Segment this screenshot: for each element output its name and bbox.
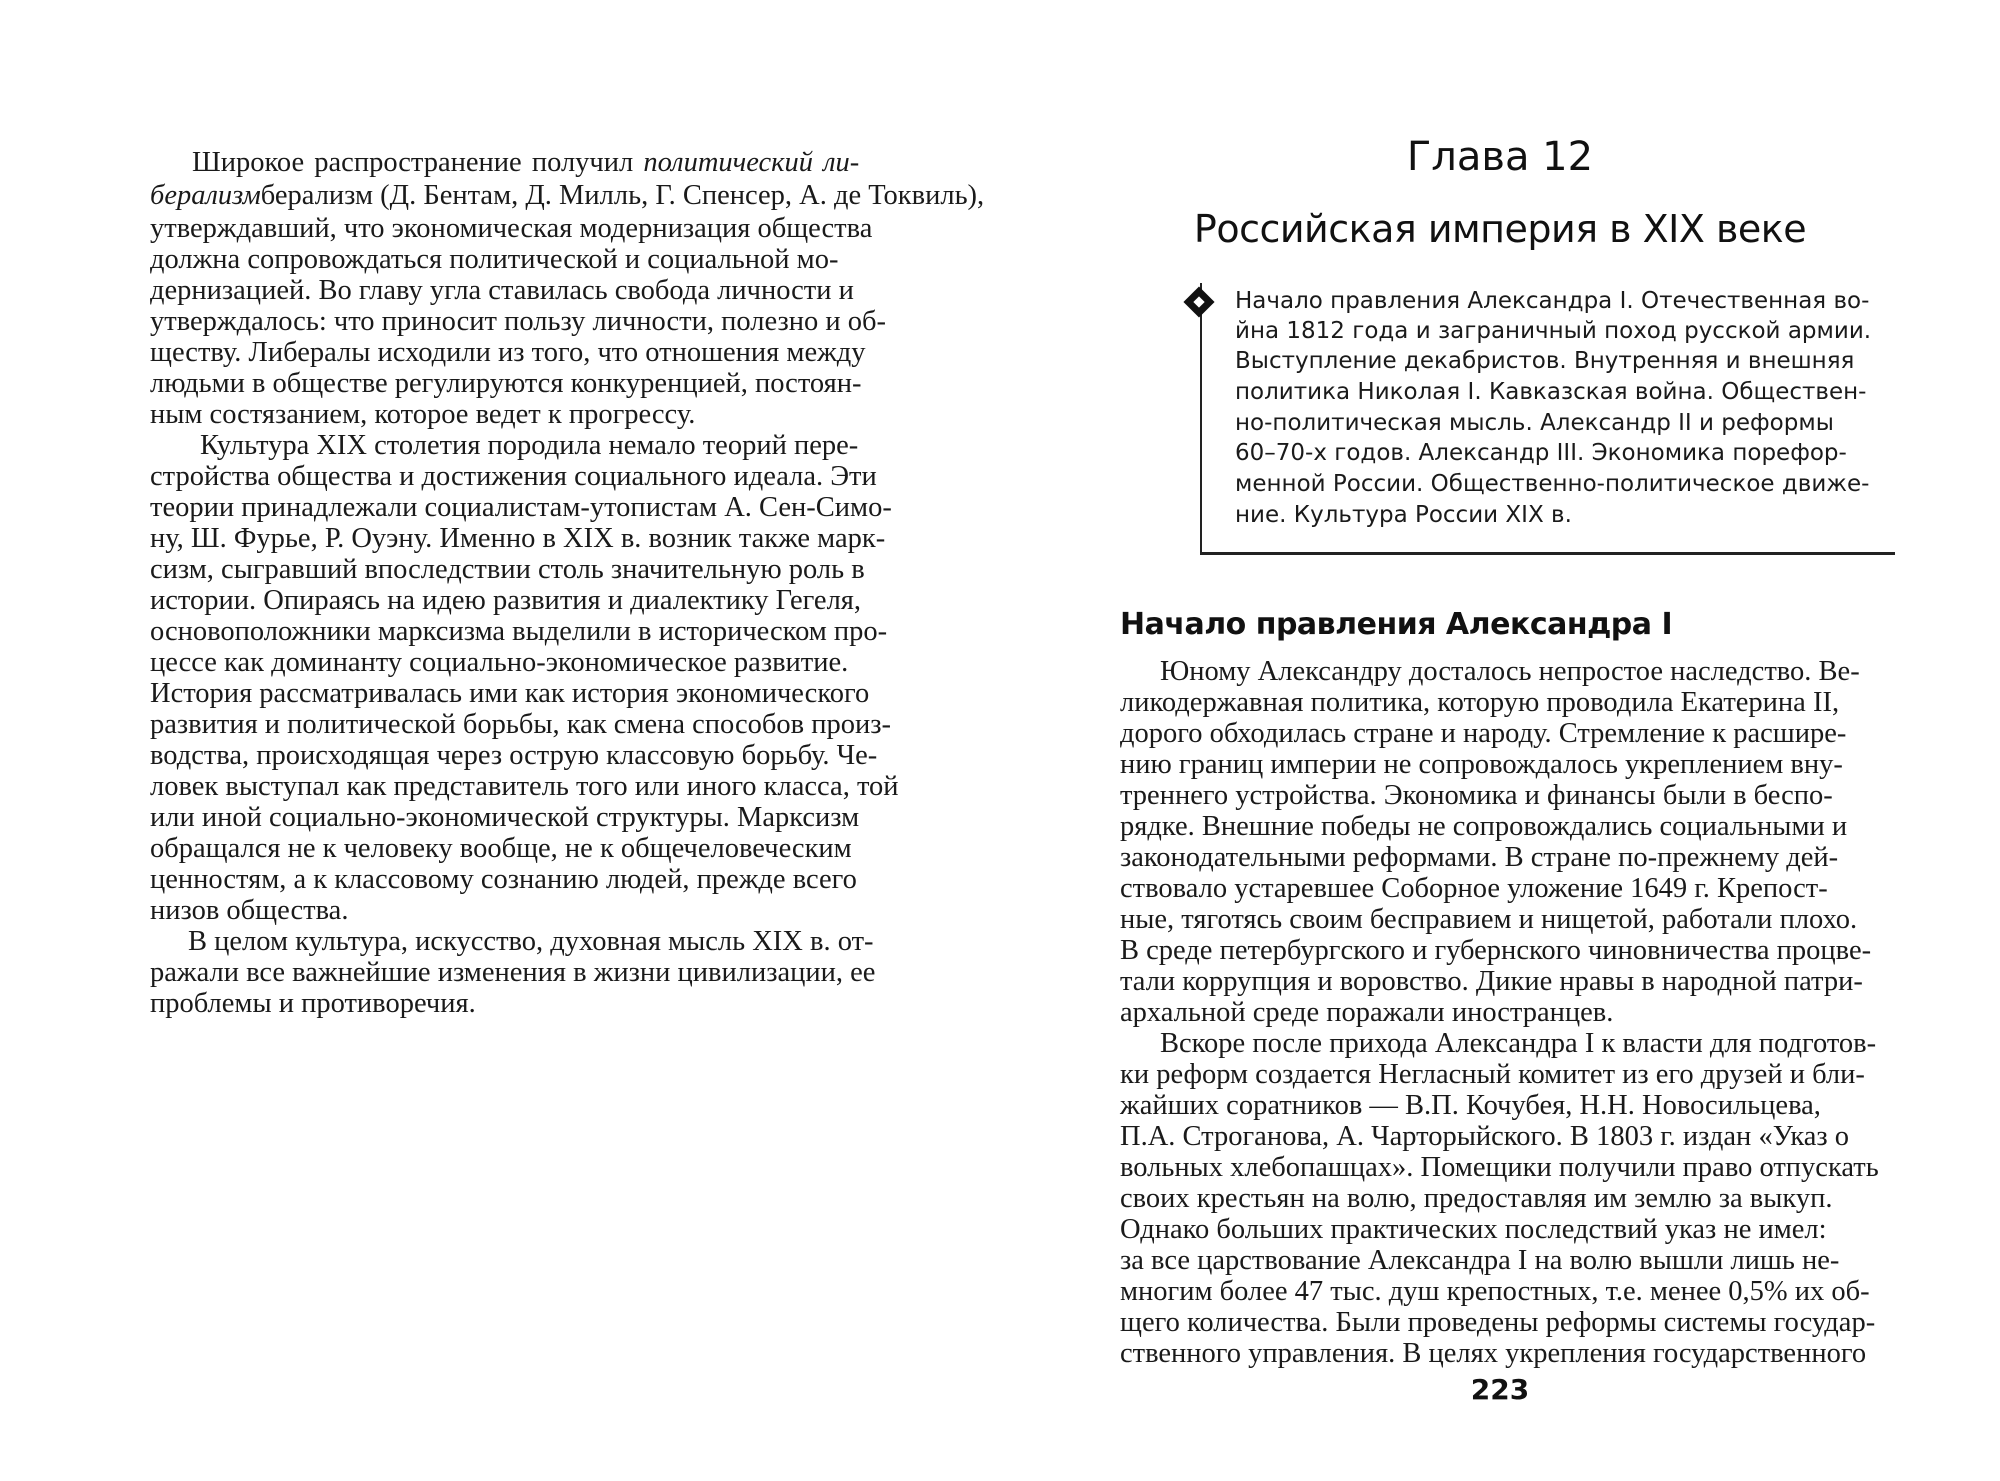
right-line-4: нию границ империи не сопровождалось укреплением вну- [1120, 749, 1843, 780]
right-line-21: многим более 47 тыс. душ крепостных, т.е. менее 0,5% их об- [1120, 1276, 1870, 1307]
chapter-label: Глава 12 [1406, 134, 1594, 180]
right-line-16: П.А. Строганова, А. Чарторыйского. В 1803 г. издан «Указ о [1120, 1121, 1850, 1152]
right-line-1: Юному Александру досталось непростое наследство. Ве- [1160, 656, 1860, 687]
left-line-11: стройства общества и достижения социального идеала. Эти [150, 461, 877, 492]
summary-line-6: 60–70-х годов. Александр III. Экономика порефор- [1235, 440, 1847, 466]
left-line-4: должна сопровождаться политической и социальной мо- [150, 244, 839, 275]
summary-line-2: йна 1812 года и заграничный поход русской армии. [1235, 318, 1872, 344]
right-line-2: ликодержавная политика, которую проводила Екатерина II, [1120, 687, 1840, 718]
left-line-22: или иной социально-экономической структуры. Марксизм [150, 802, 860, 833]
right-line-19: Однако больших практических последствий указ не имел: [1120, 1214, 1827, 1245]
left-line-6: утверждалось: что приносит пользу личности, полезно и об- [150, 306, 886, 337]
right-line-17: вольных хлебопашцах». Помещики получили право отпускать [1120, 1152, 1879, 1183]
right-line-15: жайших соратников — В.П. Кочубея, Н.Н. Новосильцева, [1120, 1090, 1821, 1121]
left-line-26: В целом культура, искусство, духовная мысль XIX в. от- [188, 926, 874, 957]
left-line-19: развития и политической борьбы, как смена способов произ- [150, 709, 891, 740]
left-line-24: ценностям, а к классовому сознанию людей, прежде всего [150, 864, 857, 895]
left-line-12: теории принадлежали социалистам-утопистам А. Сен-Симо- [150, 492, 892, 523]
left-line-7: ществу. Либералы исходили из того, что отношения между [150, 337, 866, 368]
right-line-5: треннего устройства. Экономика и финансы были в беспо- [1120, 780, 1833, 811]
right-line-11: тали коррупция и воровство. Дикие нравы в народной патри- [1120, 966, 1863, 997]
left-line-14: сизм, сыгравший впоследствии столь значительную роль в [150, 554, 865, 585]
right-line-14: ки реформ создается Негласный комитет из его друзей и бли- [1120, 1059, 1865, 1090]
page-number: 223 [1470, 1373, 1530, 1406]
summary-line-3: Выступление декабристов. Внутренняя и внешняя [1235, 348, 1855, 374]
right-line-8: ствовало устаревшее Соборное уложение 1649 г. Крепост- [1120, 873, 1828, 904]
right-line-6: рядке. Внешние победы не сопровождались социальными и [1120, 811, 1848, 842]
left-line-13: ну, Ш. Фурье, Р. Оуэну. Именно в XIX в. возник также марк- [150, 523, 886, 554]
left-line-27: ражали все важнейшие изменения в жизни цивилизации, ее [150, 957, 876, 988]
italic-term: политический ли- [643, 147, 860, 178]
right-line-13: Вскоре после прихода Александра I к власти для подготов- [1160, 1028, 1877, 1059]
summary-line-8: ние. Культура России XIX в. [1235, 502, 1572, 528]
chapter-title: Российская империя в XIX веке [1193, 207, 1807, 251]
left-line-3: утверждавший, что экономическая модернизация общества [150, 213, 873, 244]
italic-term: берализм [150, 180, 261, 211]
left-line-2: берализмберализм (Д. Бентам, Д. Милль, Г. Спенсер, А. де Токвиль), [150, 180, 985, 211]
summary-line-7: менной России. Общественно-политическое движе- [1235, 471, 1870, 497]
left-line-15: истории. Опираясь на идею развития и диалектику Гегеля, [150, 585, 862, 616]
left-line-28: проблемы и противоречия. [150, 988, 476, 1019]
section-heading: Начало правления Александра I [1120, 607, 1673, 642]
right-line-18: своих крестьян на волю, предоставляя им землю за выкуп. [1120, 1183, 1833, 1214]
left-line-5: дернизацией. Во главу угла ставилась свобода личности и [150, 275, 854, 306]
right-line-23: ственного управления. В целях укрепления государственного [1120, 1338, 1867, 1369]
left-line-16: основоположники марксизма выделили в историческом про- [150, 616, 888, 647]
left-line-8: людьми в обществе регулируются конкуренцией, постоян- [150, 368, 862, 399]
right-line-22: щего количества. Были проведены реформы системы государ- [1120, 1307, 1876, 1338]
right-line-10: В среде петербургского и губернского чиновничества процве- [1120, 935, 1872, 966]
right-line-7: законодательными реформами. В стране по-прежнему дей- [1120, 842, 1839, 873]
right-line-9: ные, тяготясь своим бесправием и нищетой, работали плохо. [1120, 904, 1858, 935]
left-line-20: водства, происходящая через острую классовую борьбу. Че- [150, 740, 878, 771]
summary-line-5: но-политическая мысль. Александр II и реформы [1235, 410, 1834, 436]
left-line-10: Культура XIX столетия породила немало теорий пере- [200, 430, 859, 461]
left-line-9: ным состязанием, которое ведет к прогрессу. [150, 399, 696, 430]
summary-line-4: политика Николая I. Кавказская война. Обществен- [1235, 379, 1867, 405]
right-line-20: за все царствование Александра I на волю вышли лишь не- [1120, 1245, 1840, 1276]
left-line-21: ловек выступал как представитель того или иного класса, той [150, 771, 899, 802]
left-line-1: Широкое распространение получил политический ли- [192, 147, 860, 178]
left-line-23: обращался не к человеку вообще, не к общечеловеческим [150, 833, 852, 864]
summary-line-1: Начало правления Александра I. Отечественная во- [1235, 288, 1870, 314]
left-line-17: цессе как доминанту социально-экономическое развитие. [150, 647, 849, 678]
left-line-25: низов общества. [150, 895, 349, 926]
right-line-3: дорого обходилась стране и народу. Стремление к расшире- [1120, 718, 1847, 749]
right-line-12: архальной среде поражали иностранцев. [1120, 997, 1614, 1028]
left-line-18: История рассматривалась ими как история экономического [150, 678, 870, 709]
